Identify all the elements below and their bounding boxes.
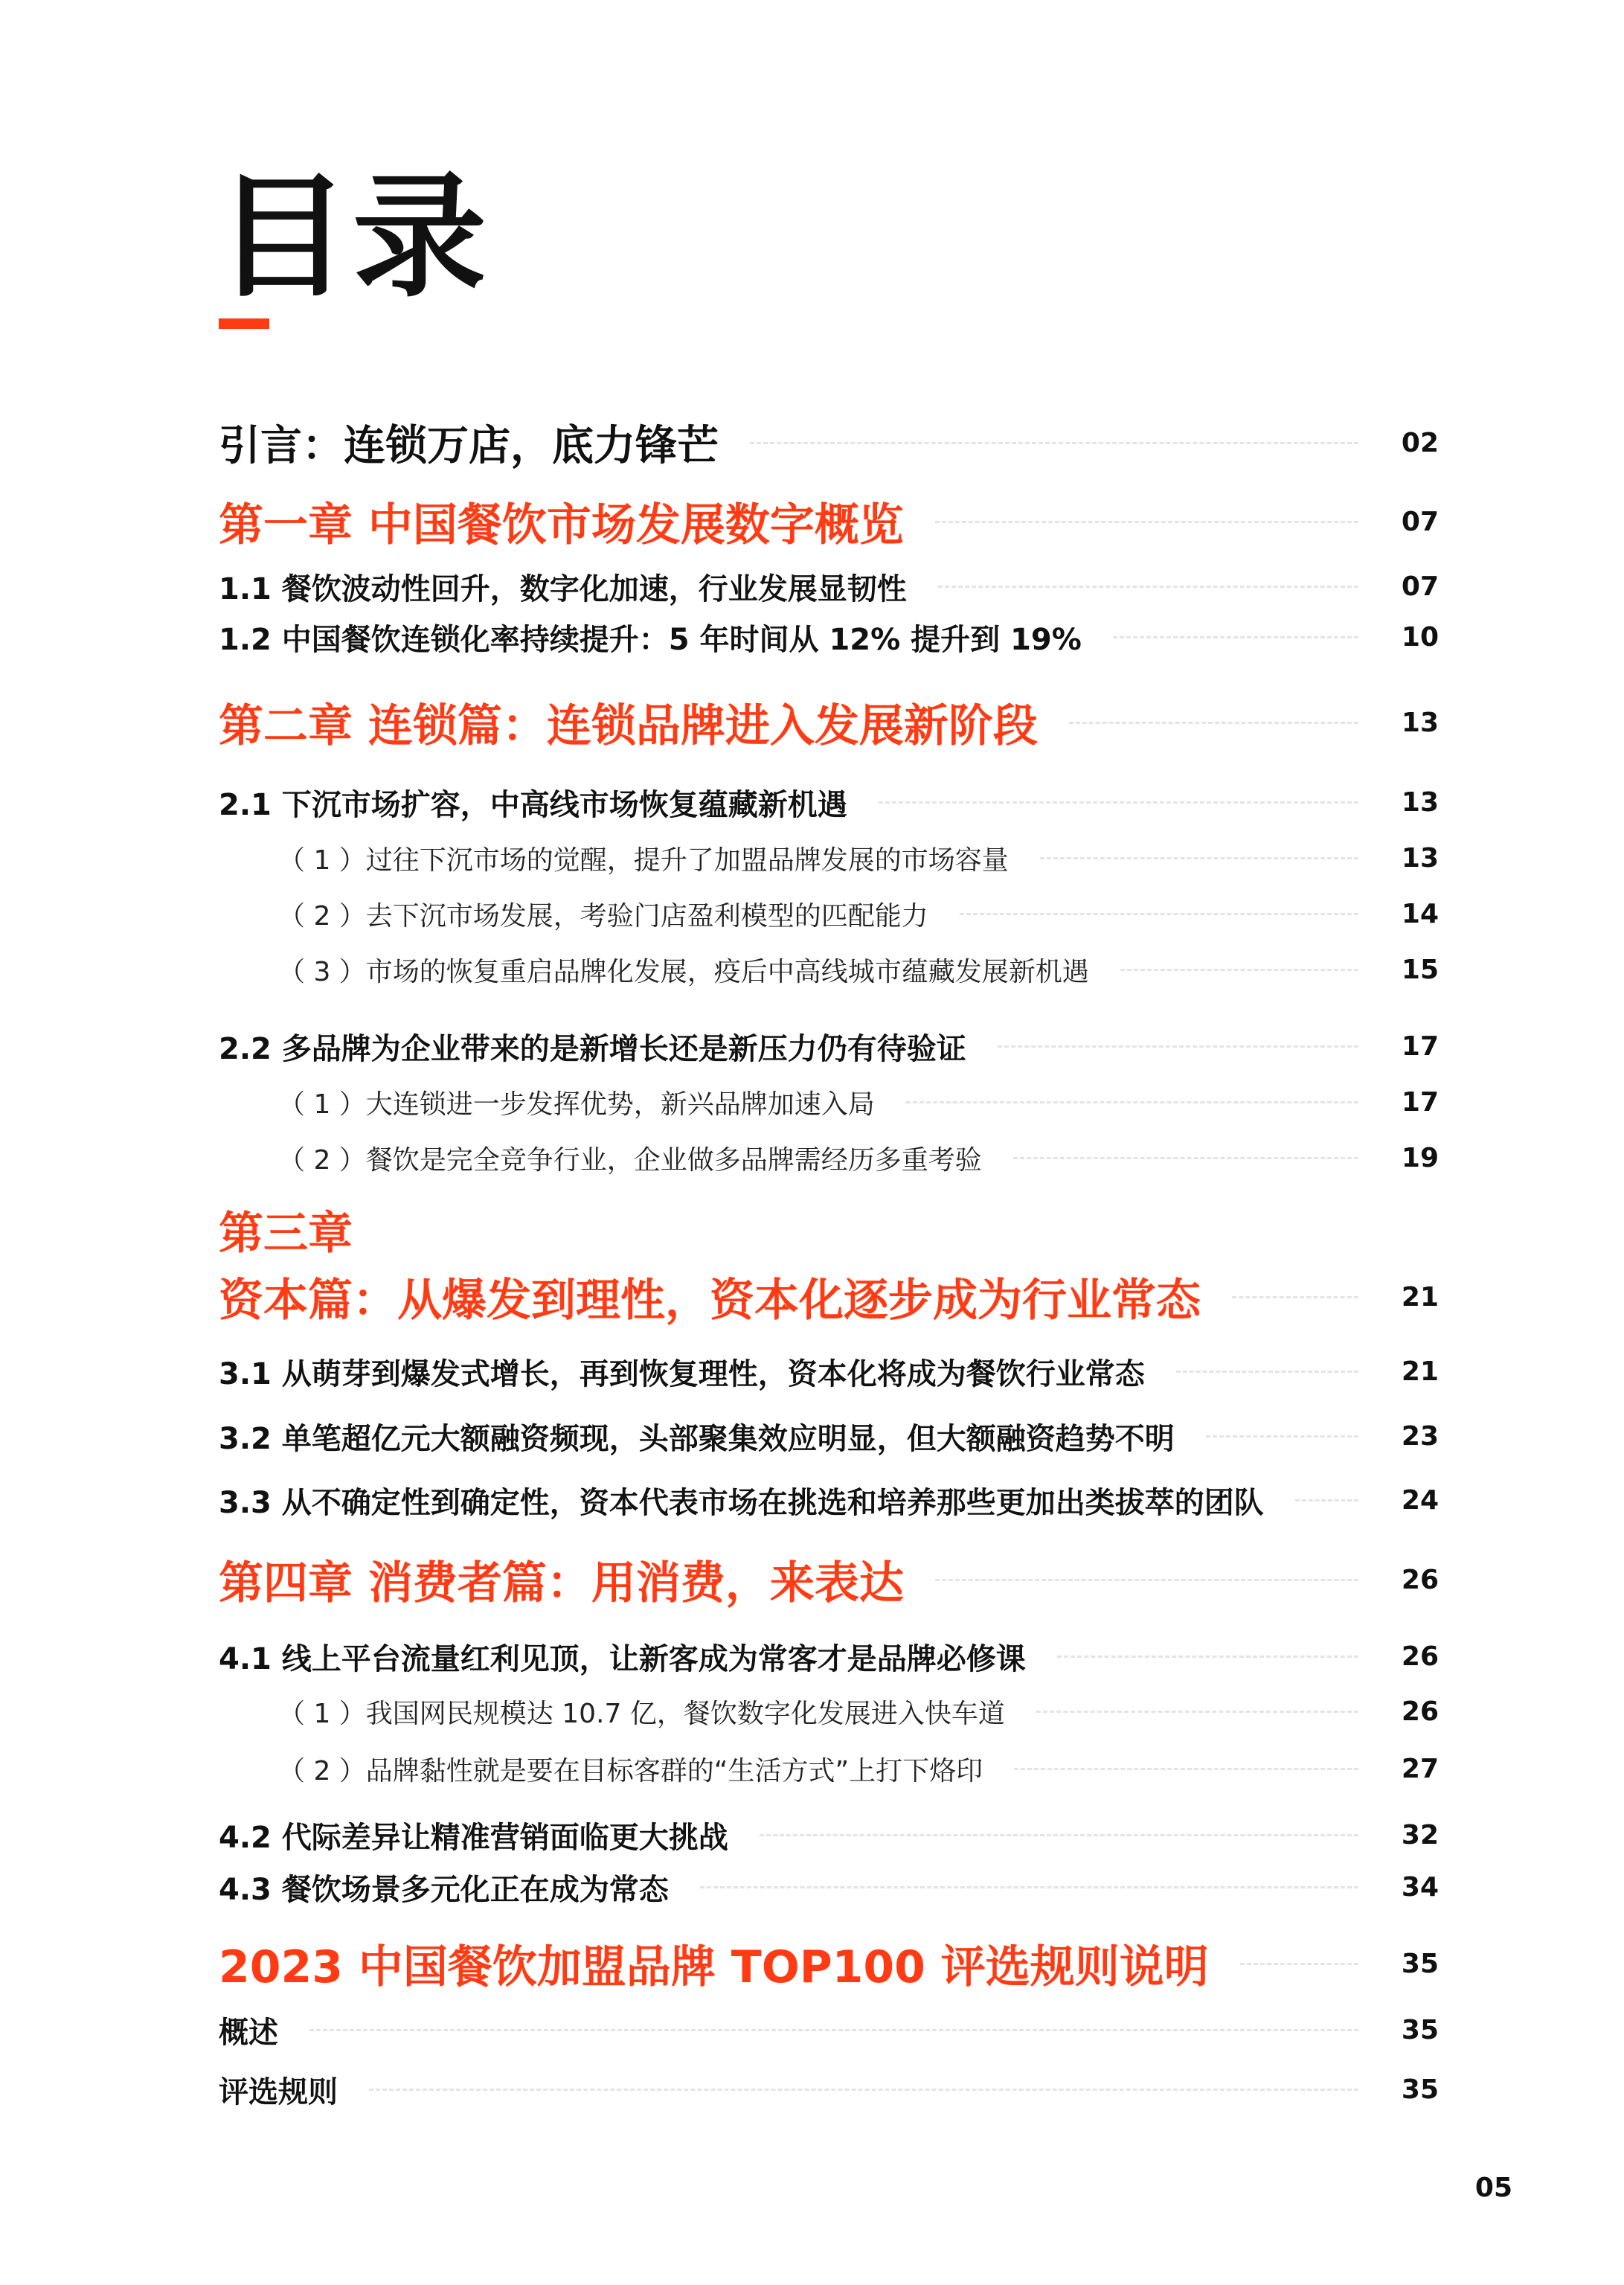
toc-page-number: 35 — [1401, 2015, 1439, 2045]
toc-label: （ 1 ）过往下沉市场的觉醒，提升了加盟品牌发展的市场容量 — [278, 845, 1009, 876]
toc-label: 3.1 从萌芽到爆发式增长，再到恢复理性，资本化将成为餐饮行业常态 — [219, 1357, 1145, 1391]
toc-row-sub-2-2-1[interactable] — [278, 1083, 1439, 1121]
toc-row-section-3-1[interactable] — [219, 1350, 1439, 1393]
toc-leader-dots — [960, 913, 1358, 915]
toc-page-number: 14 — [1401, 899, 1439, 929]
toc-label: 4.1 线上平台流量红利见顶，让新客成为常客才是品牌必修课 — [219, 1642, 1026, 1676]
toc-leader-dots — [1206, 1435, 1358, 1438]
toc-label: 2.2 多品牌为企业带来的是新增长还是新压力仍有待验证 — [219, 1032, 966, 1066]
toc-chapter-label: 第二章 连锁篇：连锁品牌进入发展新阶段 — [219, 700, 1038, 752]
toc-page-number: 27 — [1401, 1754, 1439, 1784]
toc-row-overview[interactable] — [219, 2009, 1439, 2051]
toc-row-section-3-2[interactable] — [219, 1415, 1439, 1458]
toc-row-top100-rules[interactable] — [219, 1932, 1439, 1996]
toc-leader-dots — [309, 2029, 1358, 2031]
toc-row-section-3-3[interactable] — [219, 1479, 1439, 1522]
toc-label: （ 3 ）市场的恢复重启品牌化发展，疫后中高线城市蕴藏发展新机遇 — [278, 957, 1089, 987]
toc-row-section-4-3[interactable] — [219, 1866, 1439, 1909]
toc-page-number: 10 — [1401, 622, 1439, 653]
toc-label: （ 1 ）我国网民规模达 10.7 亿，餐饮数字化发展进入快车道 — [278, 1699, 1005, 1729]
toc-chapter-label: 2023 中国餐饮加盟品牌 TOP100 评选规则说明 — [219, 1941, 1209, 1993]
toc-label: 3.3 从不确定性到确定性，资本代表市场在挑选和培养那些更加出类拔萃的团队 — [219, 1486, 1264, 1520]
page-number: 05 — [1474, 2173, 1512, 2203]
toc-page-number: 26 — [1401, 1696, 1439, 1727]
toc-row-sub-4-1-1[interactable] — [278, 1693, 1439, 1731]
toc-chapter-label: 资本篇：从爆发到理性，资本化逐步成为行业常态 — [219, 1275, 1201, 1327]
toc-row-section-4-1[interactable] — [219, 1635, 1439, 1678]
toc-chapter-label: 第四章 消费者篇：用消费，来表达 — [219, 1557, 904, 1609]
toc-leader-dots — [750, 442, 1358, 444]
toc-leader-dots — [1057, 1656, 1358, 1658]
toc-chapter-label: 第一章 中国餐饮市场发展数字概览 — [219, 499, 904, 551]
toc-leader-dots — [1036, 1711, 1358, 1713]
toc-row-sub-2-2-2[interactable] — [278, 1139, 1439, 1177]
toc-row-section-2-1[interactable] — [219, 781, 1439, 824]
toc-leader-dots — [935, 521, 1358, 523]
toc-page-number: 24 — [1401, 1485, 1439, 1516]
toc-page-number: 21 — [1401, 1281, 1439, 1313]
toc-leader-dots — [1295, 1499, 1358, 1502]
toc-row-chapter-3[interactable] — [219, 1265, 1439, 1329]
toc-leader-dots — [1176, 1371, 1358, 1373]
toc-label: （ 2 ）品牌黏性就是要在目标客群的“生活方式”上打下烙印 — [278, 1756, 983, 1786]
toc-leader-dots — [1113, 636, 1358, 638]
toc-leader-dots — [1013, 1157, 1358, 1159]
toc-label: 1.2 中国餐饮连锁化率持续提升：5 年时间从 12% 提升到 19% — [219, 623, 1082, 657]
toc-leader-dots — [1240, 1963, 1358, 1965]
toc-page-number: 13 — [1401, 843, 1439, 874]
toc-page-number: 23 — [1401, 1421, 1439, 1452]
toc-leader-dots — [935, 1579, 1358, 1581]
toc-leader-dots — [1014, 1768, 1358, 1770]
toc-label: 2.1 下沉市场扩容，中高线市场恢复蕴藏新机遇 — [219, 788, 847, 822]
toc-row-chapter-4[interactable] — [219, 1548, 1439, 1612]
toc-page-number: 17 — [1401, 1031, 1439, 1062]
title-underline-bar — [219, 318, 269, 329]
toc-label: 4.3 餐饮场景多元化正在成为常态 — [219, 1873, 669, 1907]
toc-page-number: 32 — [1401, 1820, 1439, 1850]
toc-label: 引言：连锁万店，底力锋芒 — [219, 422, 719, 470]
toc-page-number: 21 — [1401, 1356, 1439, 1387]
toc-leader-dots — [700, 1886, 1358, 1888]
toc-row-section-4-2[interactable] — [219, 1814, 1439, 1856]
toc-page-number: 15 — [1401, 955, 1439, 985]
toc-page-number: 07 — [1401, 571, 1439, 602]
toc-label: 概述 — [219, 2016, 278, 2050]
toc-row-sub-2-1-3[interactable] — [278, 951, 1439, 989]
toc-row-section-1-2[interactable] — [219, 616, 1439, 658]
toc-page-number: 26 — [1401, 1564, 1439, 1595]
toc-leader-dots — [998, 1045, 1358, 1048]
toc-page-number: 19 — [1401, 1143, 1439, 1173]
toc-label: （ 1 ）大连锁进一步发挥优势，新兴品牌加速入局 — [278, 1089, 875, 1120]
toc-chapter-3-heading[interactable]: 第三章 — [219, 1208, 353, 1260]
toc-page-number: 17 — [1401, 1087, 1439, 1118]
toc-page-number: 13 — [1401, 787, 1439, 818]
toc-row-sub-2-1-1[interactable] — [278, 839, 1439, 877]
toc-row-sub-4-1-2[interactable] — [278, 1750, 1439, 1788]
toc-row-intro[interactable] — [219, 413, 1439, 472]
toc-row-chapter-2[interactable] — [219, 690, 1439, 754]
toc-leader-dots — [938, 586, 1358, 588]
toc-page-number: 13 — [1401, 707, 1439, 738]
toc-leader-dots — [1069, 722, 1358, 724]
toc-page-number: 02 — [1401, 427, 1439, 458]
toc-row-section-2-2[interactable] — [219, 1025, 1439, 1068]
toc-leader-dots — [369, 2089, 1358, 2091]
toc-row-chapter-1[interactable] — [219, 490, 1439, 554]
toc-leader-dots — [1120, 969, 1358, 971]
page-title: 目录 — [216, 160, 490, 315]
toc-row-sub-2-1-2[interactable] — [278, 895, 1439, 933]
toc-row-rules[interactable] — [219, 2068, 1439, 2111]
toc-label: （ 2 ）餐饮是完全竞争行业，企业做多品牌需经历多重考验 — [278, 1145, 982, 1176]
toc-leader-dots — [906, 1101, 1358, 1103]
toc-leader-dots — [760, 1834, 1358, 1836]
toc-row-section-1-1[interactable] — [219, 565, 1439, 608]
toc-page-number: 35 — [1401, 1948, 1439, 1979]
toc-leader-dots — [1232, 1296, 1358, 1298]
toc-page-number: 35 — [1401, 2074, 1439, 2105]
toc-label: （ 2 ）去下沉市场发展，考验门店盈利模型的匹配能力 — [278, 901, 928, 932]
toc-label: 评选规则 — [219, 2075, 338, 2109]
toc-page-number: 07 — [1401, 506, 1439, 537]
toc-leader-dots — [879, 801, 1358, 804]
toc-leader-dots — [1040, 857, 1358, 859]
toc-page-number: 26 — [1401, 1641, 1439, 1672]
toc-label: 4.2 代际差异让精准营销面临更大挑战 — [219, 1821, 728, 1855]
toc-label: 1.1 餐饮波动性回升，数字化加速，行业发展显韧性 — [219, 572, 907, 606]
toc-label: 3.2 单笔超亿元大额融资频现，头部聚集效应明显，但大额融资趋势不明 — [219, 1422, 1175, 1456]
toc-page-number: 34 — [1401, 1872, 1439, 1903]
